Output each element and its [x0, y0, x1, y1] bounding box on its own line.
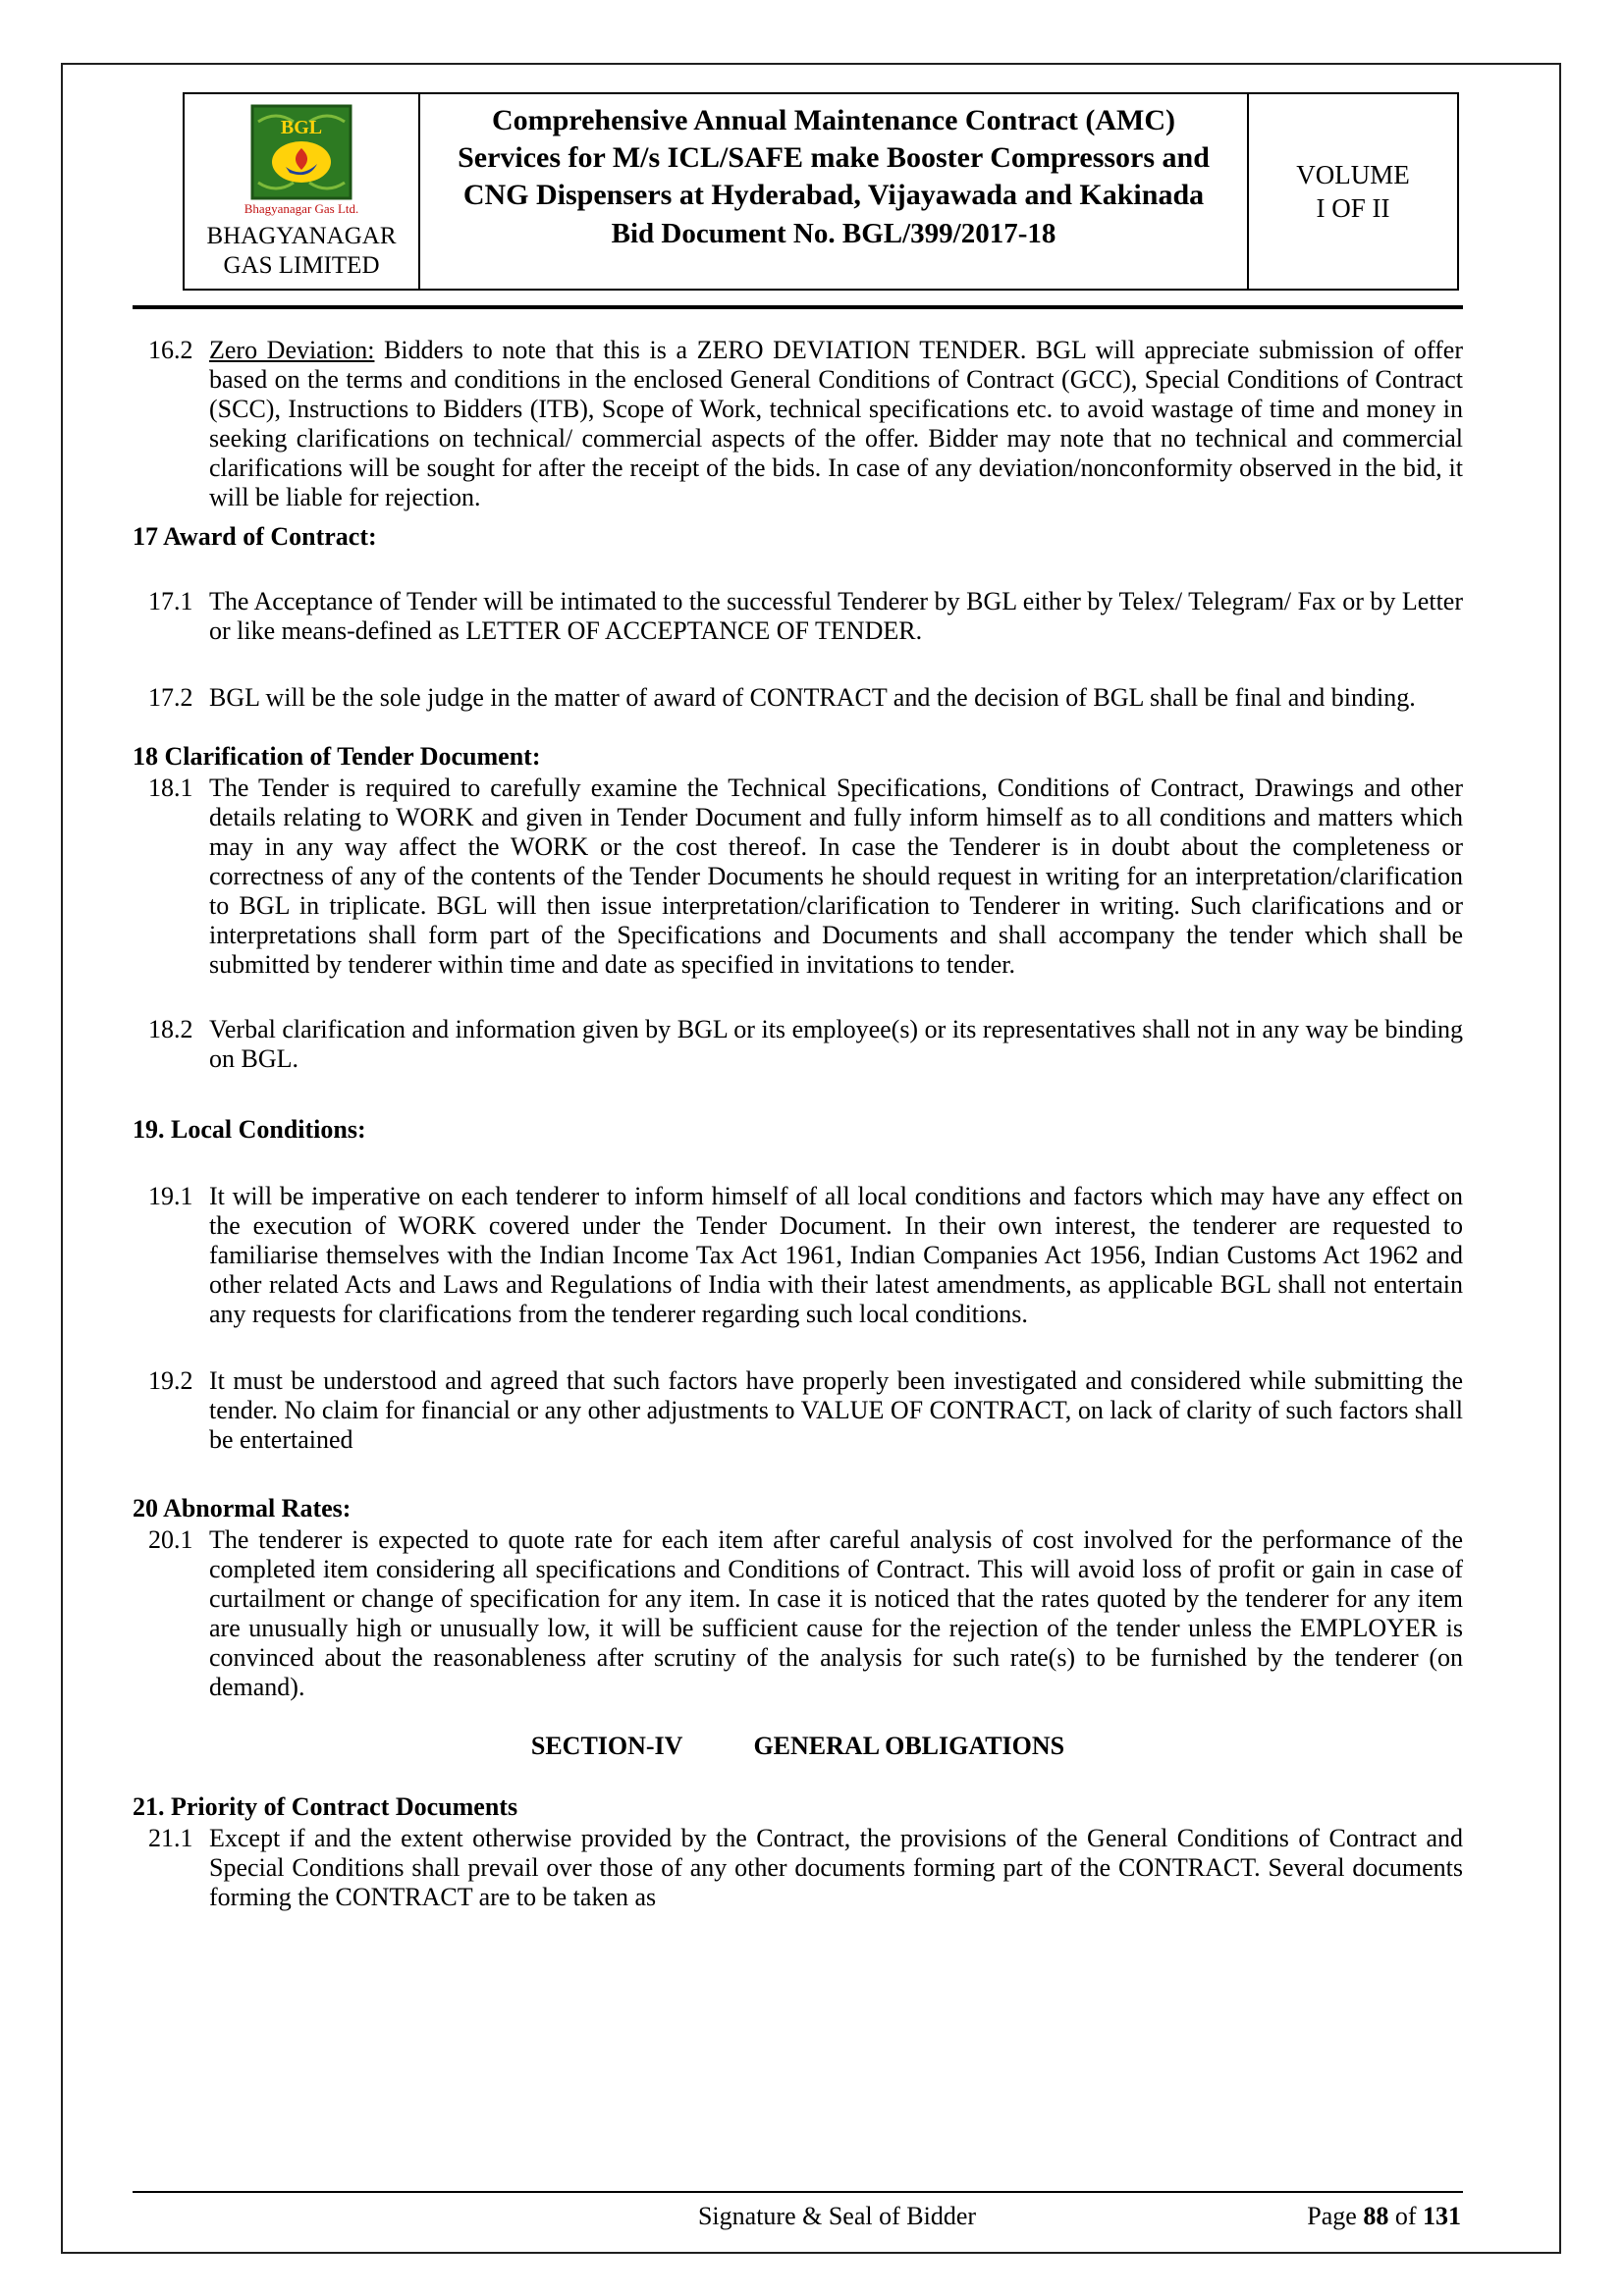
- logo-monogram: BGL: [280, 117, 323, 138]
- bgl-logo-icon: [250, 104, 352, 200]
- logo-caption: Bhagyanagar Gas Ltd.: [244, 201, 359, 216]
- page-total: 131: [1423, 2202, 1461, 2230]
- clause-18-2: [133, 1015, 1463, 1074]
- volume-cell: [1249, 94, 1457, 289]
- clause-20-1: [133, 1525, 1463, 1702]
- clause-17-2-number: 17.2: [148, 683, 193, 712]
- section-17-heading: 17 Award of Contract:: [133, 522, 377, 551]
- clause-18-1-number: 18.1: [148, 774, 193, 802]
- section-iv-heading: [133, 1732, 1463, 1761]
- zero-deviation-label: Zero Deviation:: [209, 336, 375, 364]
- signature-seal-label: Signature & Seal of Bidder: [697, 2202, 977, 2230]
- page-current: 88: [1363, 2202, 1389, 2230]
- logo-cell: [185, 94, 420, 289]
- document-body: [133, 336, 1463, 1912]
- document-header: [183, 92, 1459, 291]
- section-21-heading: 21. Priority of Contract Documents: [133, 1792, 518, 1821]
- company-name: [206, 222, 396, 281]
- clause-18-1-text: The Tender is required to carefully examine the Technical Specifications, Conditions of Contract, Drawings and other details relating to WORK and given in Tender Document and fully inform himself as to all conditions and matters which may in any way affect the WORK or the cost thereof. In case the Tenderer is in doubt about the completeness or correctness of any of the contents of the Tender Documents he should request in writing for an interpretation/clarification to BGL in triplicate. BGL will then issue interpretation/clarification to Tenderer in writing. Such clarifications and or interpretations shall form part of the Specifications and Documents and shall accompany the tender which shall be submitted by tenderer within time and date as specified in invitations to tender.: [209, 774, 1463, 979]
- clause-19-2-number: 19.2: [148, 1366, 193, 1395]
- clause-17-1-number: 17.1: [148, 587, 193, 615]
- clause-16-2-number: 16.2: [148, 336, 193, 364]
- clause-16-2-text: [209, 336, 1463, 512]
- clause-17-1-text: The Acceptance of Tender will be intimated to the successful Tenderer by BGL either by Telex/ Telegram/ Fax or by Letter or like means-defined as LETTER OF ACCEPTANCE OF TENDER.: [209, 587, 1463, 645]
- clause-19-1-number: 19.1: [148, 1182, 193, 1210]
- page-footer: [133, 2191, 1463, 2231]
- section-20-heading: 20 Abnormal Rates:: [133, 1494, 352, 1522]
- clause-20-1-text: The tenderer is expected to quote rate for each item after careful analysis of cost involved for the performance of the completed item considering all specifications and Conditions of Contract. This will avoid loss of profit or gain in case of curtailment or change of specification for any item. In case it is noticed that the rates quoted by the tenderer for any item are unusually high or unusually low, it will be sufficient cause for the rejection of the tender unless the EMPLOYER is convinced about the reasonableness after scrutiny of the analysis for such rate(s) to be furnished by the tenderer (on demand).: [209, 1525, 1463, 1701]
- section-iv-label: SECTION-IV: [530, 1732, 683, 1760]
- page-of-label: of: [1388, 2202, 1423, 2230]
- general-obligations-label: GENERAL OBLIGATIONS: [753, 1732, 1065, 1760]
- title-cell: [420, 94, 1249, 289]
- volume-line1: VOLUME: [1296, 160, 1410, 189]
- header-divider: [133, 305, 1463, 309]
- clause-19-2: [133, 1366, 1463, 1455]
- clause-20-1-number: 20.1: [148, 1525, 193, 1554]
- section-18-heading: 18 Clarification of Tender Document:: [133, 742, 541, 771]
- document-title: Comprehensive Annual Maintenance Contract (AMC) Services for M/s ICL/SAFE make Booster Compressors and CNG Dispensers at Hyderabad, Vijayawada and Kakinada: [458, 104, 1210, 211]
- clause-16-2: [133, 336, 1463, 512]
- bid-document-number: Bid Document No. BGL/399/2017-18: [611, 218, 1056, 249]
- clause-19-2-text: It must be understood and agreed that such factors have properly been investigated and considered while submitting the tender. No claim for financial or any other adjustments to VALUE OF CONTRACT, on lack of clarity of such factors shall be entertained: [209, 1366, 1463, 1454]
- page-number: [1307, 2202, 1461, 2231]
- clause-21-1: [133, 1824, 1463, 1912]
- section-19-heading: 19. Local Conditions:: [133, 1115, 366, 1144]
- clause-16-2-body: Bidders to note that this is a ZERO DEVIATION TENDER. BGL will appreciate submission of offer based on the terms and conditions in the enclosed General Conditions of Contract (GCC), Special Conditions of Contract (SCC), Instructions to Bidders (ITB), Scope of Work, technical specifications etc. to avoid wastage of time and money in seeking clarifications on technical/ commercial aspects of the offer. Bidder may note that no technical and commercial clarifications will be sought for after the receipt of the bids. In case of any deviation/nonconformity observed in the bid, it will be liable for rejection.: [209, 336, 1463, 511]
- clause-21-1-text: Except if and the extent otherwise provided by the Contract, the provisions of the General Conditions of Contract and Special Conditions shall prevail over those of any other documents forming part of the CONTRACT. Several documents forming the CONTRACT are to be taken as: [209, 1824, 1463, 1911]
- company-name-line2: GAS LIMITED: [223, 252, 380, 279]
- clause-21-1-number: 21.1: [148, 1824, 193, 1852]
- clause-17-2: [133, 683, 1463, 713]
- clause-18-2-number: 18.2: [148, 1015, 193, 1043]
- company-name-line1: BHAGYANAGAR: [206, 223, 397, 249]
- page-label: Page: [1307, 2202, 1364, 2230]
- clause-17-1: [133, 587, 1463, 646]
- volume-line2: I OF II: [1316, 193, 1390, 223]
- clause-17-2-text: BGL will be the sole judge in the matter of award of CONTRACT and the decision of BGL shall be final and binding.: [209, 683, 1416, 712]
- clause-19-1-text: It will be imperative on each tenderer to inform himself of all local conditions and factors which may have any effect on the execution of WORK covered under the Tender Document. In their own interest, the tenderer are requested to familiarise themselves with the Indian Income Tax Act 1961, Indian Companies Act 1956, Indian Customs Act 1962 and other related Acts and Laws and Regulations of India with their latest amendments, as applicable BGL shall not entertain any requests for clarifications from the tenderer regarding such local conditions.: [209, 1182, 1463, 1328]
- clause-18-2-text: Verbal clarification and information given by BGL or its employee(s) or its representatives shall not in any way be binding on BGL.: [209, 1015, 1463, 1073]
- clause-19-1: [133, 1182, 1463, 1329]
- clause-18-1: [133, 774, 1463, 980]
